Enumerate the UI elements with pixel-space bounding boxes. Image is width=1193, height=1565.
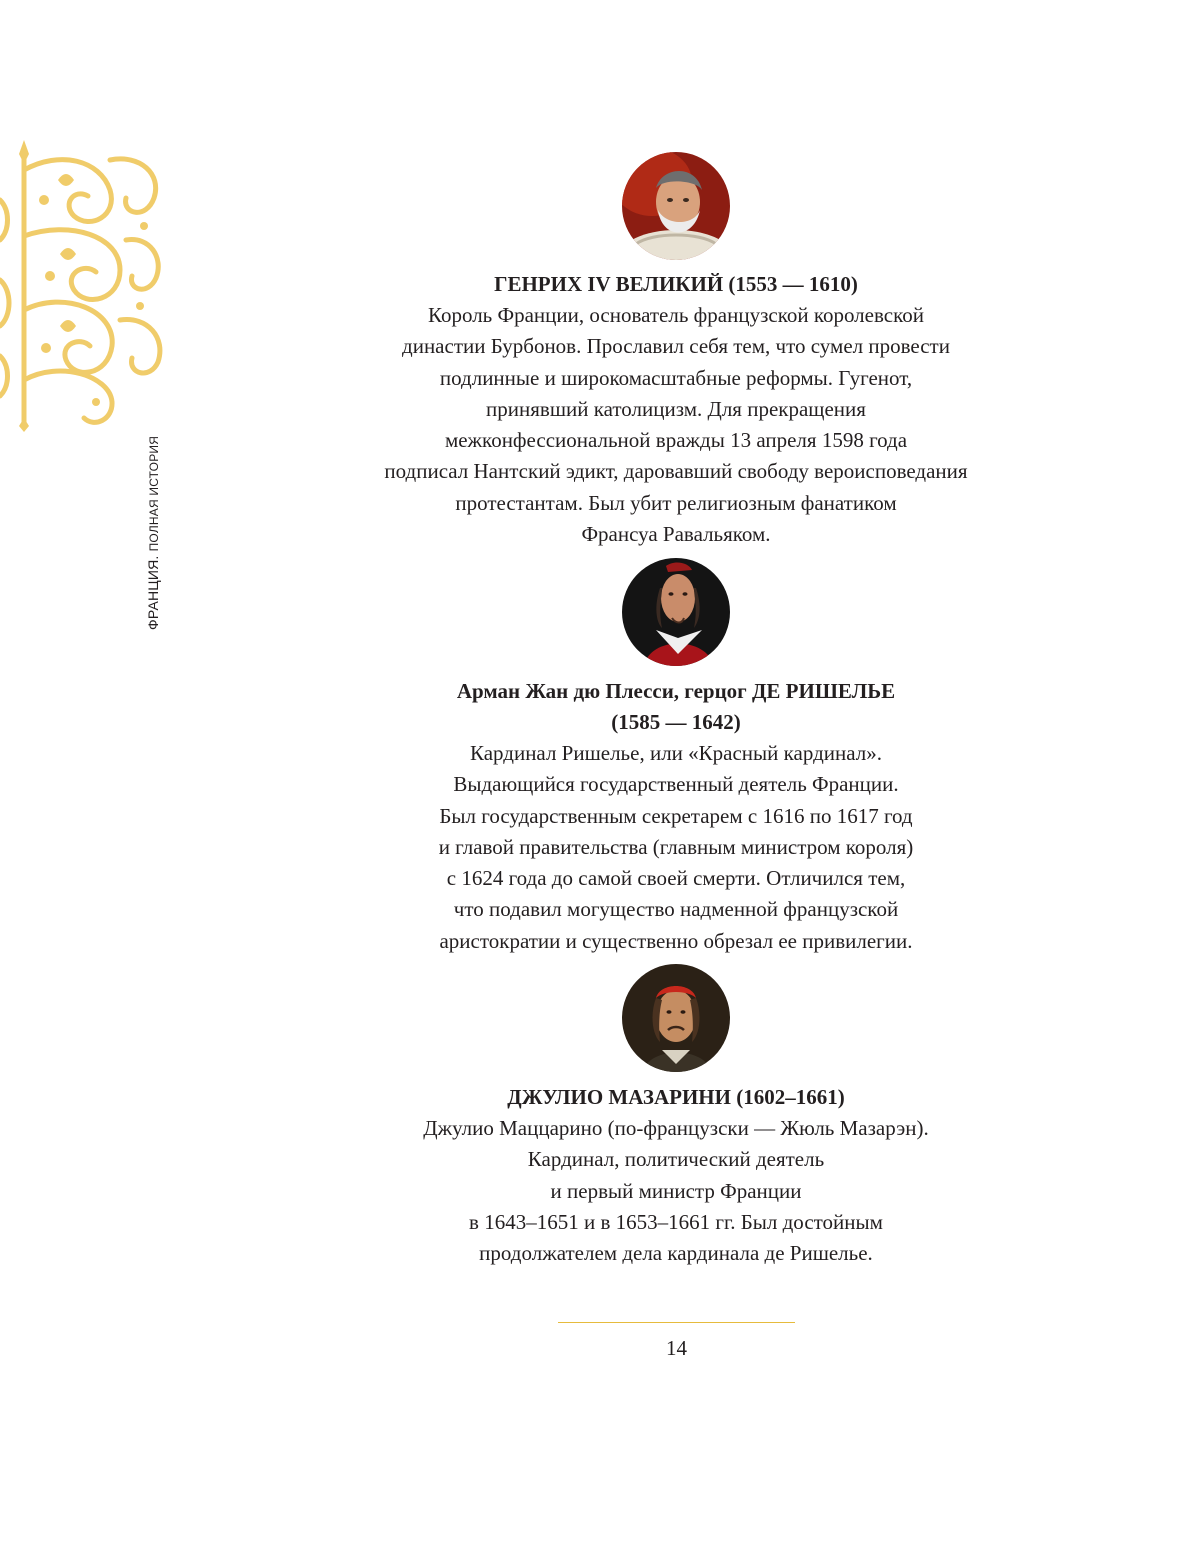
portrait-mazarin xyxy=(622,964,730,1072)
book-title-vertical xyxy=(145,436,161,630)
footer-divider xyxy=(558,1322,795,1323)
entry-mazarin xyxy=(300,1082,1052,1269)
entry-text-line: Выдающийся государственный деятель Франции. xyxy=(453,772,899,797)
entry-text-line: подписал Нантский эдикт, даровавший свободу вероисповедания xyxy=(384,459,968,484)
entry-text-line: Франсуа Равальяком. xyxy=(581,522,771,547)
portrait-henry-iv xyxy=(622,152,730,260)
entry-text-line: в 1643–1651 и в 1653–1661 гг. Был достойным xyxy=(469,1209,883,1234)
entry-richelieu xyxy=(300,676,1052,957)
entry-text-line: протестантам. Был убит религиозным фанатиком xyxy=(455,490,897,515)
book-title-main: ФРАНЦИЯ. xyxy=(145,555,161,630)
entry-text-line: Джулио Маццарино (по-французски — Жюль Мазарэн). xyxy=(423,1116,929,1140)
entry-text-line: что подавил могущество надменной французской xyxy=(453,897,899,922)
entry-text-line: и главой правительства (главным министром короля) xyxy=(438,834,914,859)
entry-text-line: аристократии и существенно обрезал ее привилегии. xyxy=(439,928,913,953)
entry-title: ДЖУЛИО МАЗАРИНИ (1602–1661) xyxy=(507,1085,845,1109)
entry-text-line: Король Франции, основатель французской королевской xyxy=(428,303,924,327)
entry-text-line: Был государственным секретарем с 1616 по 1617 год xyxy=(439,803,913,828)
entry-title-dates: (1585 — 1642) xyxy=(611,710,741,734)
decorative-ornament xyxy=(0,140,168,432)
entry-text-line: с 1624 года до самой своей смерти. Отличился тем, xyxy=(446,866,906,891)
entry-text-line: и первый министр Франции xyxy=(550,1178,802,1203)
entry-text-line: подлинные и широкомасштабные реформы. Гугенот, xyxy=(439,365,913,390)
book-title-sub: ПОЛНАЯ ИСТОРИЯ xyxy=(147,435,161,552)
entry-henry-iv xyxy=(300,269,1052,550)
portrait-richelieu xyxy=(622,558,730,666)
entry-text-line: межконфессиональной вражды 13 апреля 1598 года xyxy=(444,428,908,453)
entry-text-line: принявший католицизм. Для прекращения xyxy=(486,396,866,421)
entry-title: ГЕНРИХ IV ВЕЛИКИЙ (1553 — 1610) xyxy=(494,272,858,296)
entry-text-line: продолжателем дела кардинала де Ришелье. xyxy=(479,1241,873,1266)
entry-text-line: Кардинал, политический деятель xyxy=(527,1147,825,1172)
entry-title: Арман Жан дю Плесси, герцог ДЕ РИШЕЛЬЕ xyxy=(456,679,896,703)
entry-text-line: Кардинал Ришелье, или «Красный кардинал». xyxy=(470,741,882,765)
entry-text-line: династии Бурбонов. Прославил себя тем, что сумел провести xyxy=(402,334,950,359)
page-number: 14 xyxy=(666,1336,687,1360)
